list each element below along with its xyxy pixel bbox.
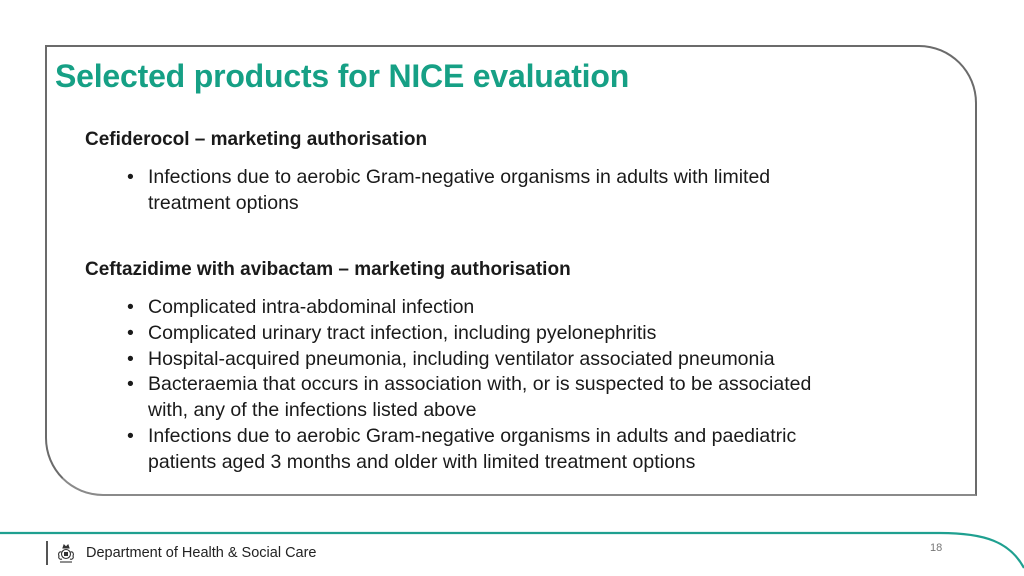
bullet-line: Infections due to aerobic Gram-negative organisms in adults with limited bbox=[148, 166, 771, 188]
bullet-line: with, any of the infections listed above bbox=[148, 399, 477, 422]
cefiderocol-bullet-list bbox=[124, 165, 904, 217]
slide-title: Selected products for NICE evaluation bbox=[55, 58, 630, 94]
bullet-line: Hospital-acquired pneumonia, including ventilator associated pneumonia bbox=[148, 347, 775, 370]
bullet-marker: • bbox=[127, 166, 134, 188]
page-number: 18 bbox=[930, 542, 943, 554]
bullet-line: Complicated intra-abdominal infection bbox=[148, 296, 475, 318]
bullet-line: Infections due to aerobic Gram-negative organisms in adults and paediatric bbox=[148, 424, 797, 447]
dhsc-logo bbox=[46, 538, 317, 568]
list-item bbox=[124, 372, 904, 424]
bullet-marker: • bbox=[127, 321, 134, 344]
list-item bbox=[124, 321, 904, 347]
organisation-name: Department of Health & Social Care bbox=[86, 545, 317, 561]
list-item bbox=[124, 165, 904, 217]
bullet-line: Bacteraemia that occurs in association with, or is suspected to be associated bbox=[148, 373, 812, 396]
section-heading-cefiderocol: Cefiderocol – marketing authorisation bbox=[85, 129, 428, 150]
bullet-marker: • bbox=[127, 347, 134, 370]
list-item bbox=[124, 424, 904, 476]
ceftazidime-bullet-list bbox=[124, 295, 904, 476]
list-item bbox=[124, 295, 904, 321]
bullet-marker: • bbox=[127, 373, 134, 396]
bullet-marker: • bbox=[127, 296, 134, 318]
bullet-line: treatment options bbox=[148, 191, 299, 214]
bullet-marker: • bbox=[127, 424, 134, 447]
section-heading-ceftazidime: Ceftazidime with avibactam – marketing authorisation bbox=[85, 259, 571, 280]
logo-divider bbox=[46, 541, 48, 565]
bullet-line: patients aged 3 months and older with limited treatment options bbox=[148, 450, 696, 473]
bullet-line: Complicated urinary tract infection, including pyelonephritis bbox=[148, 321, 657, 344]
list-item bbox=[124, 347, 904, 373]
royal-crest-icon bbox=[54, 541, 78, 565]
